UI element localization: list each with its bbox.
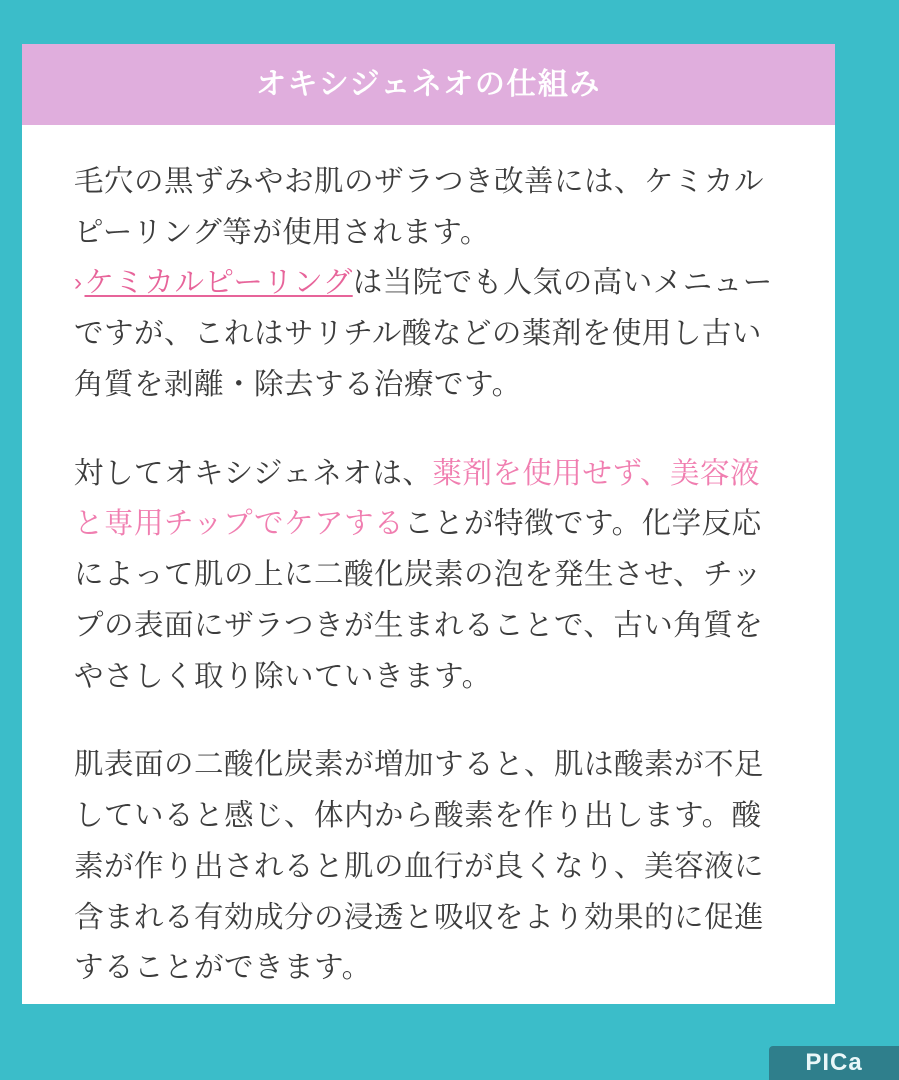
paragraph-1-text-part-2: は当院でも人気の高いメニューですが、これはサリチル酸などの薬剤を使用し古い角質を剥離・除去する治療です。 (74, 266, 773, 401)
content-card (22, 44, 835, 1004)
paragraph-2-highlight: 薬剤を使用せず、美容液と専用チップでケアする (74, 456, 761, 541)
paragraph-2-text-part-2: ことが特徴です。化学反応によって肌の上に二酸化炭素の泡を発生させ、チップの表面にザラつきが生まれることで、古い角質をやさしく取り除いていきます。 (74, 507, 764, 693)
chemical-peeling-link[interactable]: ケミカルピーリング (84, 266, 353, 300)
chevron-right-icon: › (74, 269, 83, 297)
paragraph-1-text-part-1: 毛穴の黒ずみやお肌のザラつき改善には、ケミカルピーリング等が使用されます。 (74, 165, 765, 249)
paragraph-3: 肌表面の二酸化炭素が増加すると、肌は酸素が不足していると感じ、体内から酸素を作り出します。酸素が作り出されると肌の血行が良くなり、美容液に含まれる有効成分の浸透と吸収をより効果的に促進することができます。 (74, 748, 765, 985)
card-header (22, 44, 835, 125)
watermark-label: PICa (805, 1049, 863, 1076)
paragraph-1 (74, 157, 783, 411)
paragraph-2-text-part-1: 対してオキシジェネオは、 (74, 456, 433, 490)
watermark-badge (769, 1046, 899, 1080)
paragraph-2 (74, 449, 783, 703)
page-title: オキシジェネオの仕組み (256, 67, 601, 101)
card-body (22, 125, 835, 1004)
